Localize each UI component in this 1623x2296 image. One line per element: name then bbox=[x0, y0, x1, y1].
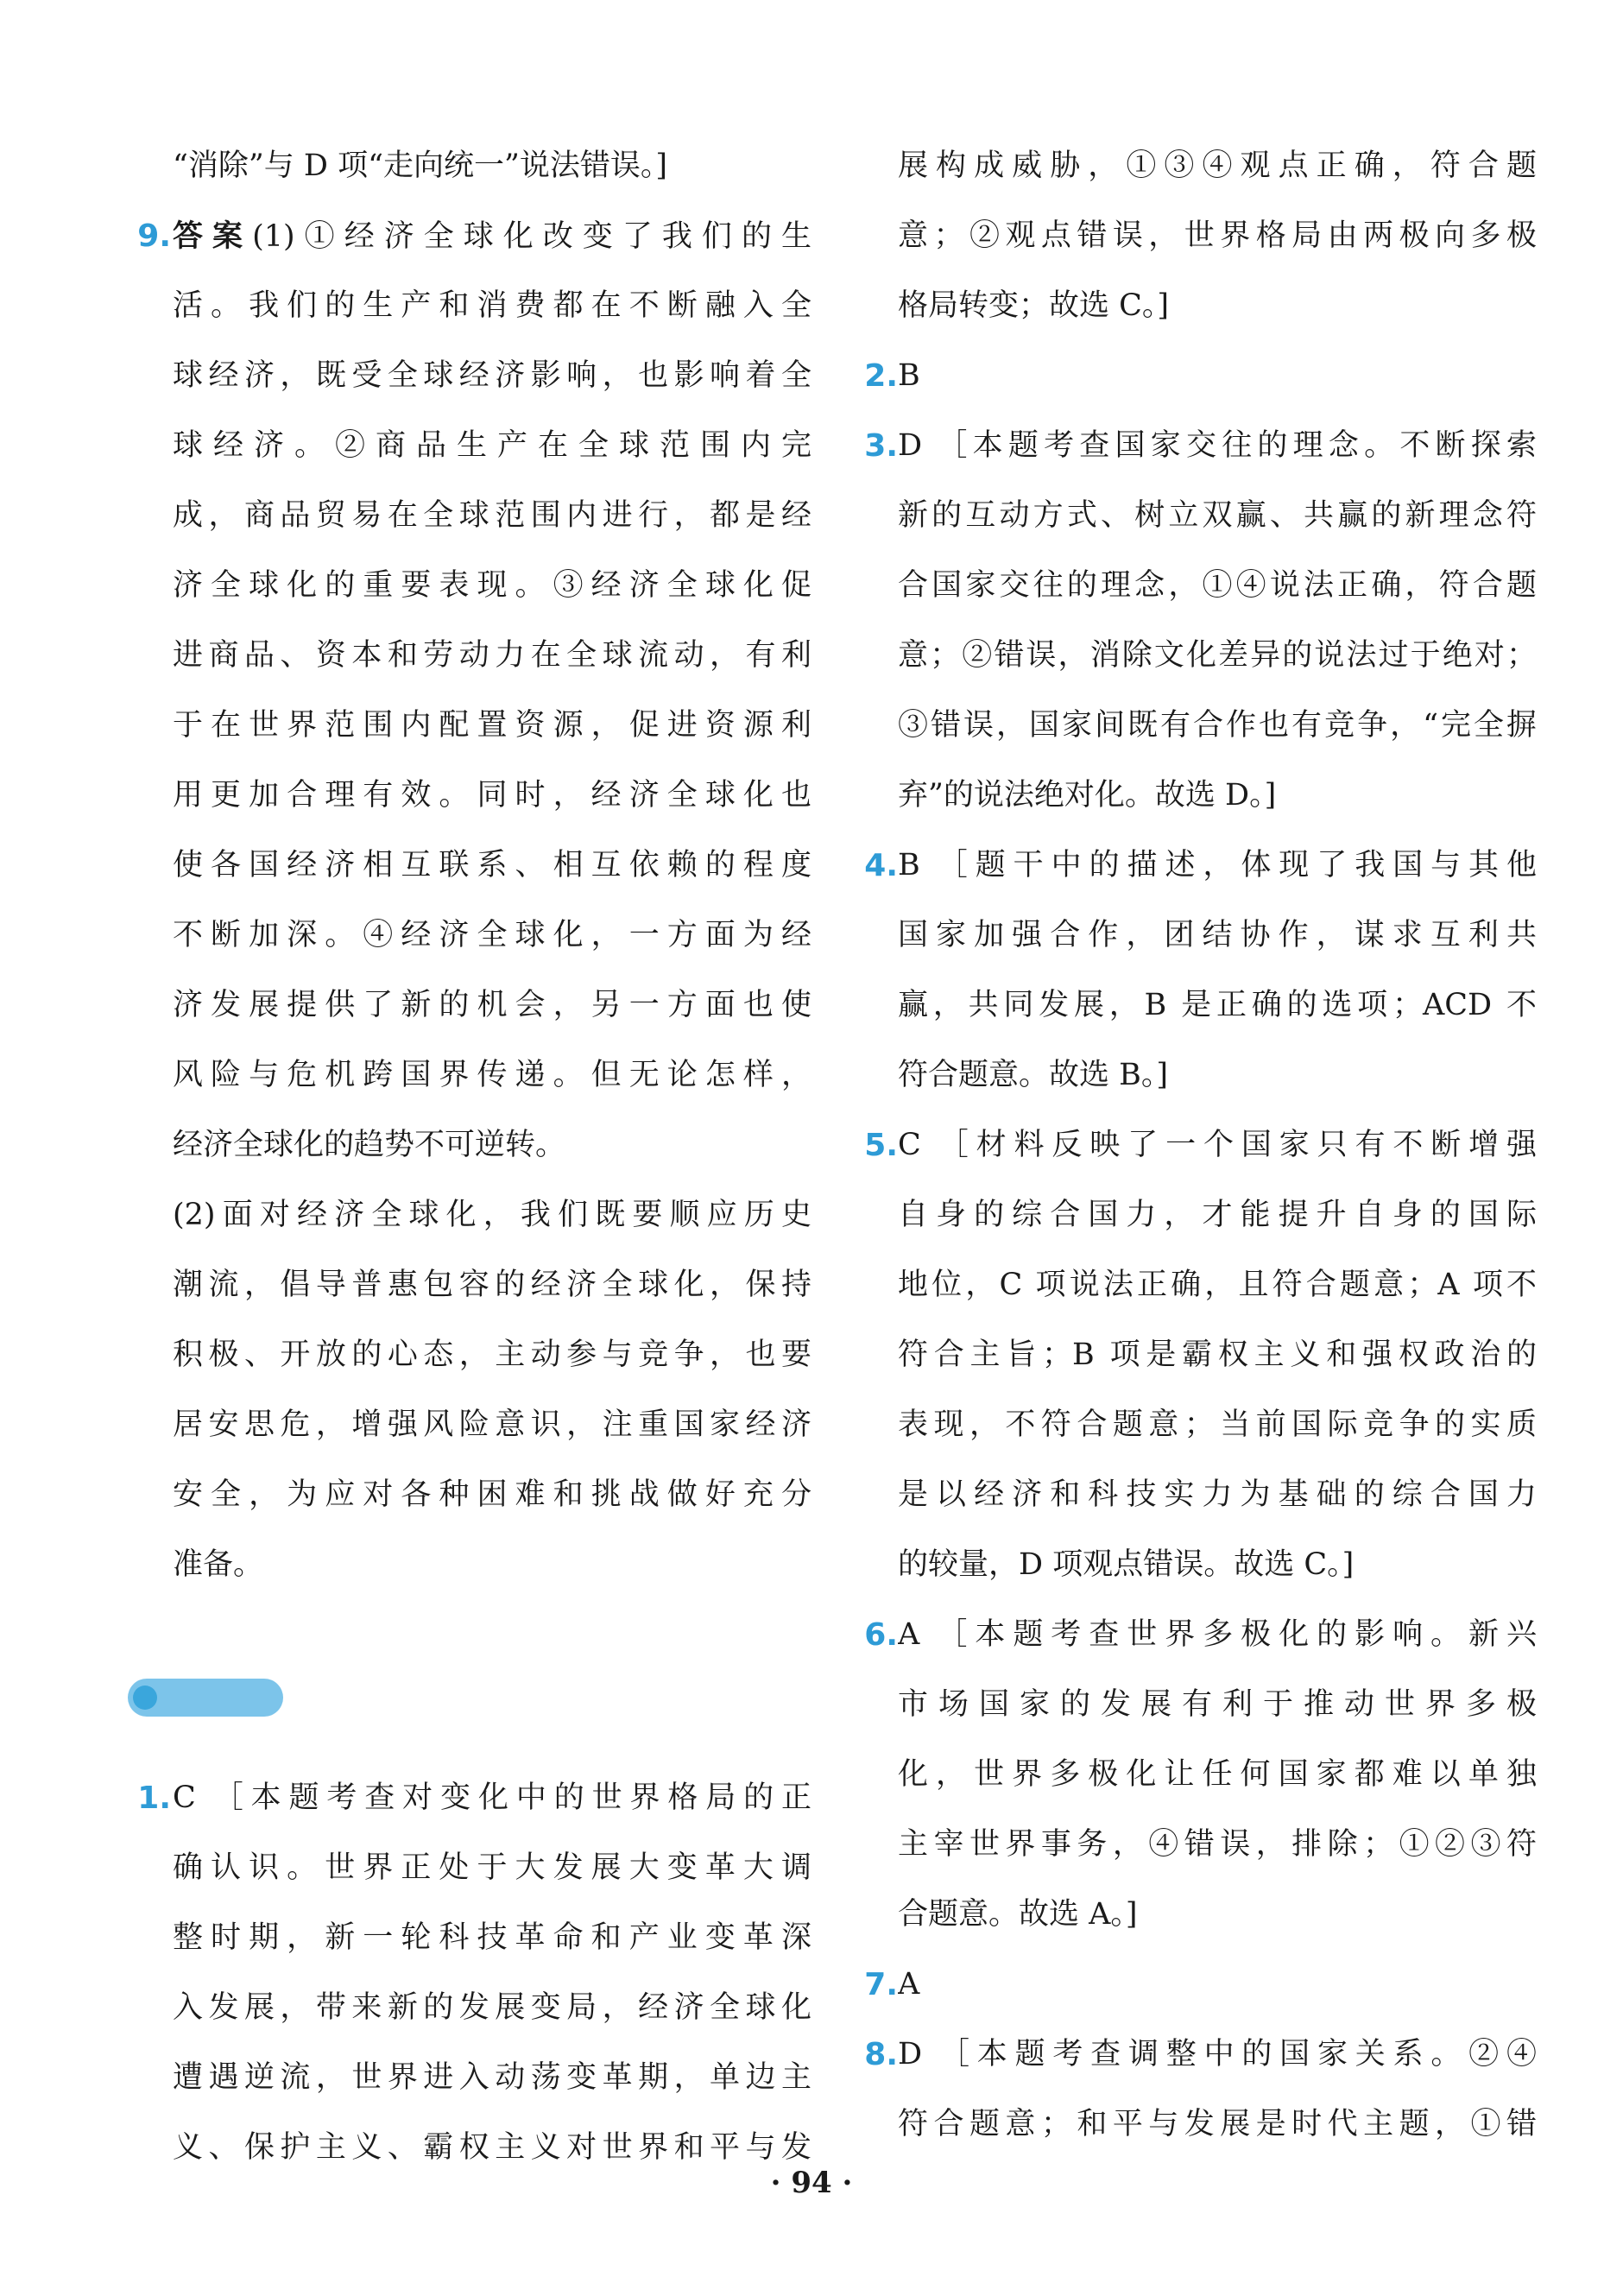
text-line: 市场国家的发展有利于推动世界多极 bbox=[898, 1687, 1537, 1722]
text-line: 新的互动方式、树立双赢、共赢的新理念符 bbox=[898, 498, 1537, 533]
text-line: 主宰世界事务，④错误，排除；①②③符 bbox=[898, 1827, 1537, 1862]
text-line: 义、保护主义、霸权主义对世界和平与发 bbox=[173, 2130, 812, 2165]
knowledge-point-label bbox=[195, 1682, 216, 1712]
text-line: 球经济，既受全球经济影响，也影响着全 bbox=[173, 358, 812, 393]
text-line: B ［题干中的描述，体现了我国与其他 bbox=[898, 848, 1537, 882]
text-line: C ［材料反映了一个国家只有不断增强 bbox=[898, 1128, 1537, 1162]
text-line: 风险与危机跨国界传递。但无论怎样， bbox=[173, 1058, 812, 1092]
text-line: 格局转变；故选 C。] bbox=[898, 288, 1170, 323]
question-number: 1. bbox=[137, 1781, 171, 1816]
text-line: 符合主旨；B 项是霸权主义和强权政治的 bbox=[898, 1338, 1537, 1372]
badge-dot-icon bbox=[133, 1686, 157, 1710]
text-line: 合题意。故选 A。] bbox=[898, 1897, 1138, 1932]
right-top-paragraph bbox=[898, 131, 1537, 341]
text-line: 入发展，带来新的发展变局，经济全球化 bbox=[173, 1990, 812, 2025]
text-line: 进商品、资本和劳动力在全球流动，有利 bbox=[173, 638, 812, 673]
text-line: A ［本题考查世界多极化的影响。新兴 bbox=[898, 1617, 1537, 1652]
question-number: 2. bbox=[864, 358, 898, 394]
text-line: 国家加强合作，团结协作，谋求互利共 bbox=[898, 918, 1537, 952]
text-line: 是以经济和科技实力为基础的综合国力 bbox=[898, 1477, 1537, 1512]
text-line: 合国家交往的理念，①④说法正确，符合题 bbox=[898, 568, 1537, 603]
text-line: 化，世界多极化让任何国家都难以单独 bbox=[898, 1757, 1537, 1792]
text-line: 济发展提供了新的机会，另一方面也使 bbox=[173, 988, 812, 1022]
answer-label: 答案 bbox=[173, 218, 253, 254]
text-line: 用更加合理有效。同时，经济全球化也 bbox=[173, 778, 812, 813]
question-number: 4. bbox=[864, 848, 898, 883]
question-number: 3. bbox=[864, 428, 898, 464]
question-number: 6. bbox=[864, 1617, 898, 1653]
text-line: “消除”与 D 项“走向统一”说法错误。] bbox=[173, 149, 668, 183]
text-line: 不断加深。④经济全球化，一方面为经 bbox=[173, 918, 812, 952]
text-line: 准备。 bbox=[173, 1547, 264, 1582]
text-line: 球经济。②商品生产在全球范围内完 bbox=[173, 428, 812, 463]
text-line: (1)①经济全球化改变了我们的生 bbox=[252, 219, 812, 254]
text-line: C ［本题考查对变化中的世界格局的正 bbox=[173, 1781, 812, 1815]
text-line: ③错误，国家间既有合作也有竞争，“完全摒 bbox=[898, 708, 1537, 743]
knowledge-point-badge bbox=[128, 1679, 283, 1717]
text-line: B bbox=[898, 358, 920, 393]
text-line: 经济全球化的趋势不可逆转。 bbox=[173, 1128, 566, 1162]
text-line: 意；②错误，消除文化差异的说法过于绝对； bbox=[898, 638, 1537, 673]
text-line: 居安思危，增强风险意识，注重国家经济 bbox=[173, 1407, 812, 1442]
text-line: 展构成威胁，①③④观点正确，符合题 bbox=[898, 149, 1537, 183]
text-line: 整时期，新一轮科技革命和产业变革深 bbox=[173, 1920, 812, 1955]
text-line: (2)面对经济全球化，我们既要顺应历史 bbox=[173, 1198, 812, 1232]
text-line: 于在世界范围内配置资源，促进资源利 bbox=[173, 708, 812, 743]
text-line: D ［本题考查调整中的国家关系。②④ bbox=[898, 2037, 1537, 2071]
text-line: 使各国经济相互联系、相互依赖的程度 bbox=[173, 848, 812, 882]
text-line: 意；②观点错误，世界格局由两极向多极 bbox=[898, 218, 1537, 253]
text-line: 地位，C 项说法正确，且符合题意；A 项不 bbox=[898, 1268, 1537, 1302]
text-line: 赢，共同发展，B 是正确的选项；ACD 不 bbox=[898, 988, 1537, 1022]
text-line: 潮流，倡导普惠包容的经济全球化，保持 bbox=[173, 1268, 812, 1302]
text-line: 积极、开放的心态，主动参与竞争，也要 bbox=[173, 1338, 812, 1372]
text-line: 的较量，D 项观点错误。故选 C。] bbox=[898, 1547, 1355, 1582]
question-number: 5. bbox=[864, 1128, 898, 1163]
text-line: 成，商品贸易在全球范围内进行，都是经 bbox=[173, 498, 812, 533]
text-line: 遭遇逆流，世界进入动荡变革期，单边主 bbox=[173, 2060, 812, 2095]
text-line: 活。我们的生产和消费都在不断融入全 bbox=[173, 288, 812, 323]
text-line: D ［本题考查国家交往的理念。不断探索 bbox=[898, 428, 1537, 463]
page-number: · 94 · bbox=[770, 2166, 853, 2200]
text-line: 符合题意。故选 B。] bbox=[898, 1058, 1169, 1092]
question-number: 8. bbox=[864, 2037, 898, 2072]
text-line: 自身的综合国力，才能提升自身的国际 bbox=[898, 1198, 1537, 1232]
text-line: 弃”的说法绝对化。故选 D。] bbox=[898, 778, 1277, 813]
text-line: 表现，不符合题意；当前国际竞争的实质 bbox=[898, 1407, 1537, 1442]
question-number: 7. bbox=[864, 1967, 898, 2002]
text-line: 安全，为应对各种困难和挑战做好充分 bbox=[173, 1477, 812, 1512]
text-line: 符合题意；和平与发展是时代主题，①错 bbox=[898, 2107, 1537, 2141]
text-line: A bbox=[898, 1967, 920, 2002]
question-number: 9. bbox=[137, 218, 171, 254]
text-line: 济全球化的重要表现。③经济全球化促 bbox=[173, 568, 812, 603]
left-top-paragraph bbox=[173, 131, 812, 201]
text-line: 确认识。世界正处于大发展大变革大调 bbox=[173, 1850, 812, 1885]
